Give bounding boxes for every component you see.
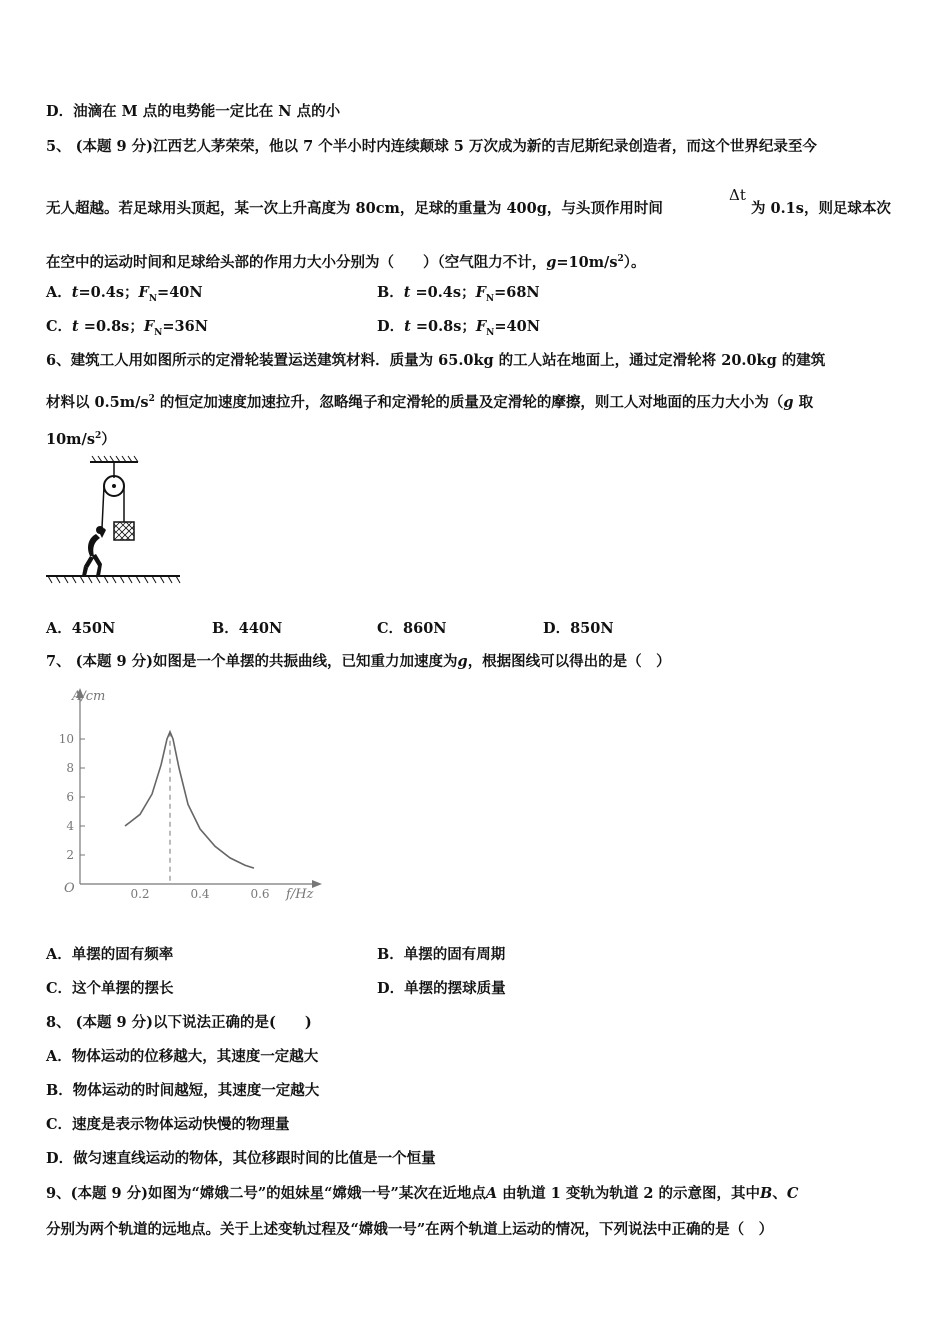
y-tick-label: 8 (66, 761, 74, 775)
x-tick-label: 0.4 (190, 887, 210, 901)
q5-stem-line1: 5、 (本题 9 分)江西艺人茅荣荣，他以 7 个半小时内连续颠球 5 万次成为新的吉尼斯纪录创造者，而这个世界纪录至今 (46, 138, 817, 155)
q7-option-b[interactable]: B．单摆的固有周期 (377, 946, 506, 963)
q4-option-d: D．油滴在 M 点的电势能一定比在 N 点的小 (46, 103, 341, 120)
q6-option-d[interactable]: D．850N (543, 620, 614, 637)
q5-option-d[interactable]: D．t =0.8s；$F_N=40N$ (377, 318, 540, 338)
y-tick-label: 2 (66, 848, 74, 862)
origin-label: O (64, 881, 75, 896)
q7-stem-line1: 7、 (本题 9 分)如图是一个单摆的共振曲线，已知重力加速度为g，根据图线可以得出的是（ ） (46, 653, 671, 670)
rope-worker (102, 486, 104, 528)
pulley-axle (112, 484, 116, 488)
x-axis-label: f/Hz (286, 887, 314, 902)
q6-stem-line1: 6、建筑工人用如图所示的定滑轮装置运送建筑材料．质量为 65.0kg 的工人站在地面上，通过定滑轮将 20.0kg 的建筑 (46, 352, 826, 369)
delta-t-symbol: Δt (729, 186, 746, 204)
q5-stem-line2-end: 为 0.1s，则足球本次 (751, 200, 891, 217)
q7-option-a[interactable]: A．单摆的固有频率 (46, 946, 174, 963)
q8-option-b[interactable]: B．物体运动的时间越短，其速度一定越大 (46, 1082, 320, 1099)
q8-stem: 8、 (本题 9 分)以下说法正确的是( ) (46, 1014, 312, 1031)
ground (46, 576, 180, 583)
q8-option-d[interactable]: D．做匀速直线运动的物体，其位移跟时间的比值是一个恒量 (46, 1150, 436, 1167)
q9-stem-line1: 9、(本题 9 分)如图为“嫦娥二号”的姐妹星“嫦娥一号”某次在近地点A 由轨道 1 变轨为轨道 2 的示意图，其中B、C (46, 1185, 799, 1202)
q6-stem-line3: $10m/s^2$） (46, 430, 116, 448)
q6-stem-line2: 材料以 $0.5m/s^2$ 的恒定加速度加速拉升，忽略绳子和定滑轮的质量及定滑轮的摩擦，则工人对地面的压力大小为（g 取 (46, 393, 814, 411)
q5-stem-line3: 在空中的运动时间和足球给头部的作用力大小分别为（ ）（空气阻力不计，$g=10m/s^2$）。 (46, 253, 646, 271)
y-tick-label: 6 (66, 790, 74, 804)
q6-option-a[interactable]: A．450N (46, 620, 116, 637)
q5-stem-line2: 无人超越。若足球用头顶起，某一次上升高度为 80cm，足球的重量为 400g，与头顶作用时间 (46, 200, 663, 217)
ceiling (90, 456, 138, 462)
worker-figure (82, 526, 106, 576)
y-tick-label: 10 (58, 732, 74, 746)
q6-option-b[interactable]: B．440N (212, 620, 283, 637)
q5-option-c[interactable]: C．t =0.8s；$F_N=36N$ (46, 318, 208, 338)
q7-option-c[interactable]: C．这个单摆的摆长 (46, 980, 174, 997)
resonance-curve (125, 732, 254, 868)
q5-option-b[interactable]: B．t =0.4s；$F_N=68N$ (377, 284, 540, 304)
x-tick-label: 0.6 (250, 887, 270, 901)
q8-option-c[interactable]: C．速度是表示物体运动快慢的物理量 (46, 1116, 290, 1133)
resonance-curve-chart (50, 684, 340, 906)
q5-option-a[interactable]: A．t=0.4s；$F_N=40N$ (46, 284, 203, 304)
x-tick-label: 0.2 (130, 887, 150, 901)
q7-option-d[interactable]: D．单摆的摆球质量 (377, 980, 506, 997)
y-axis-label: A/cm (72, 689, 106, 704)
x-axis-arrow (312, 880, 322, 888)
q9-stem-line2: 分别为两个轨道的远地点。关于上述变轨过程及“嫦娥一号”在两个轨道上运动的情况，下列说法中正确的是（ ） (46, 1221, 774, 1238)
q6-option-c[interactable]: C．860N (377, 620, 447, 637)
q8-option-a[interactable]: A．物体运动的位移越大，其速度一定越大 (46, 1048, 319, 1065)
pulley-figure (44, 452, 184, 586)
y-tick-label: 4 (66, 819, 74, 833)
